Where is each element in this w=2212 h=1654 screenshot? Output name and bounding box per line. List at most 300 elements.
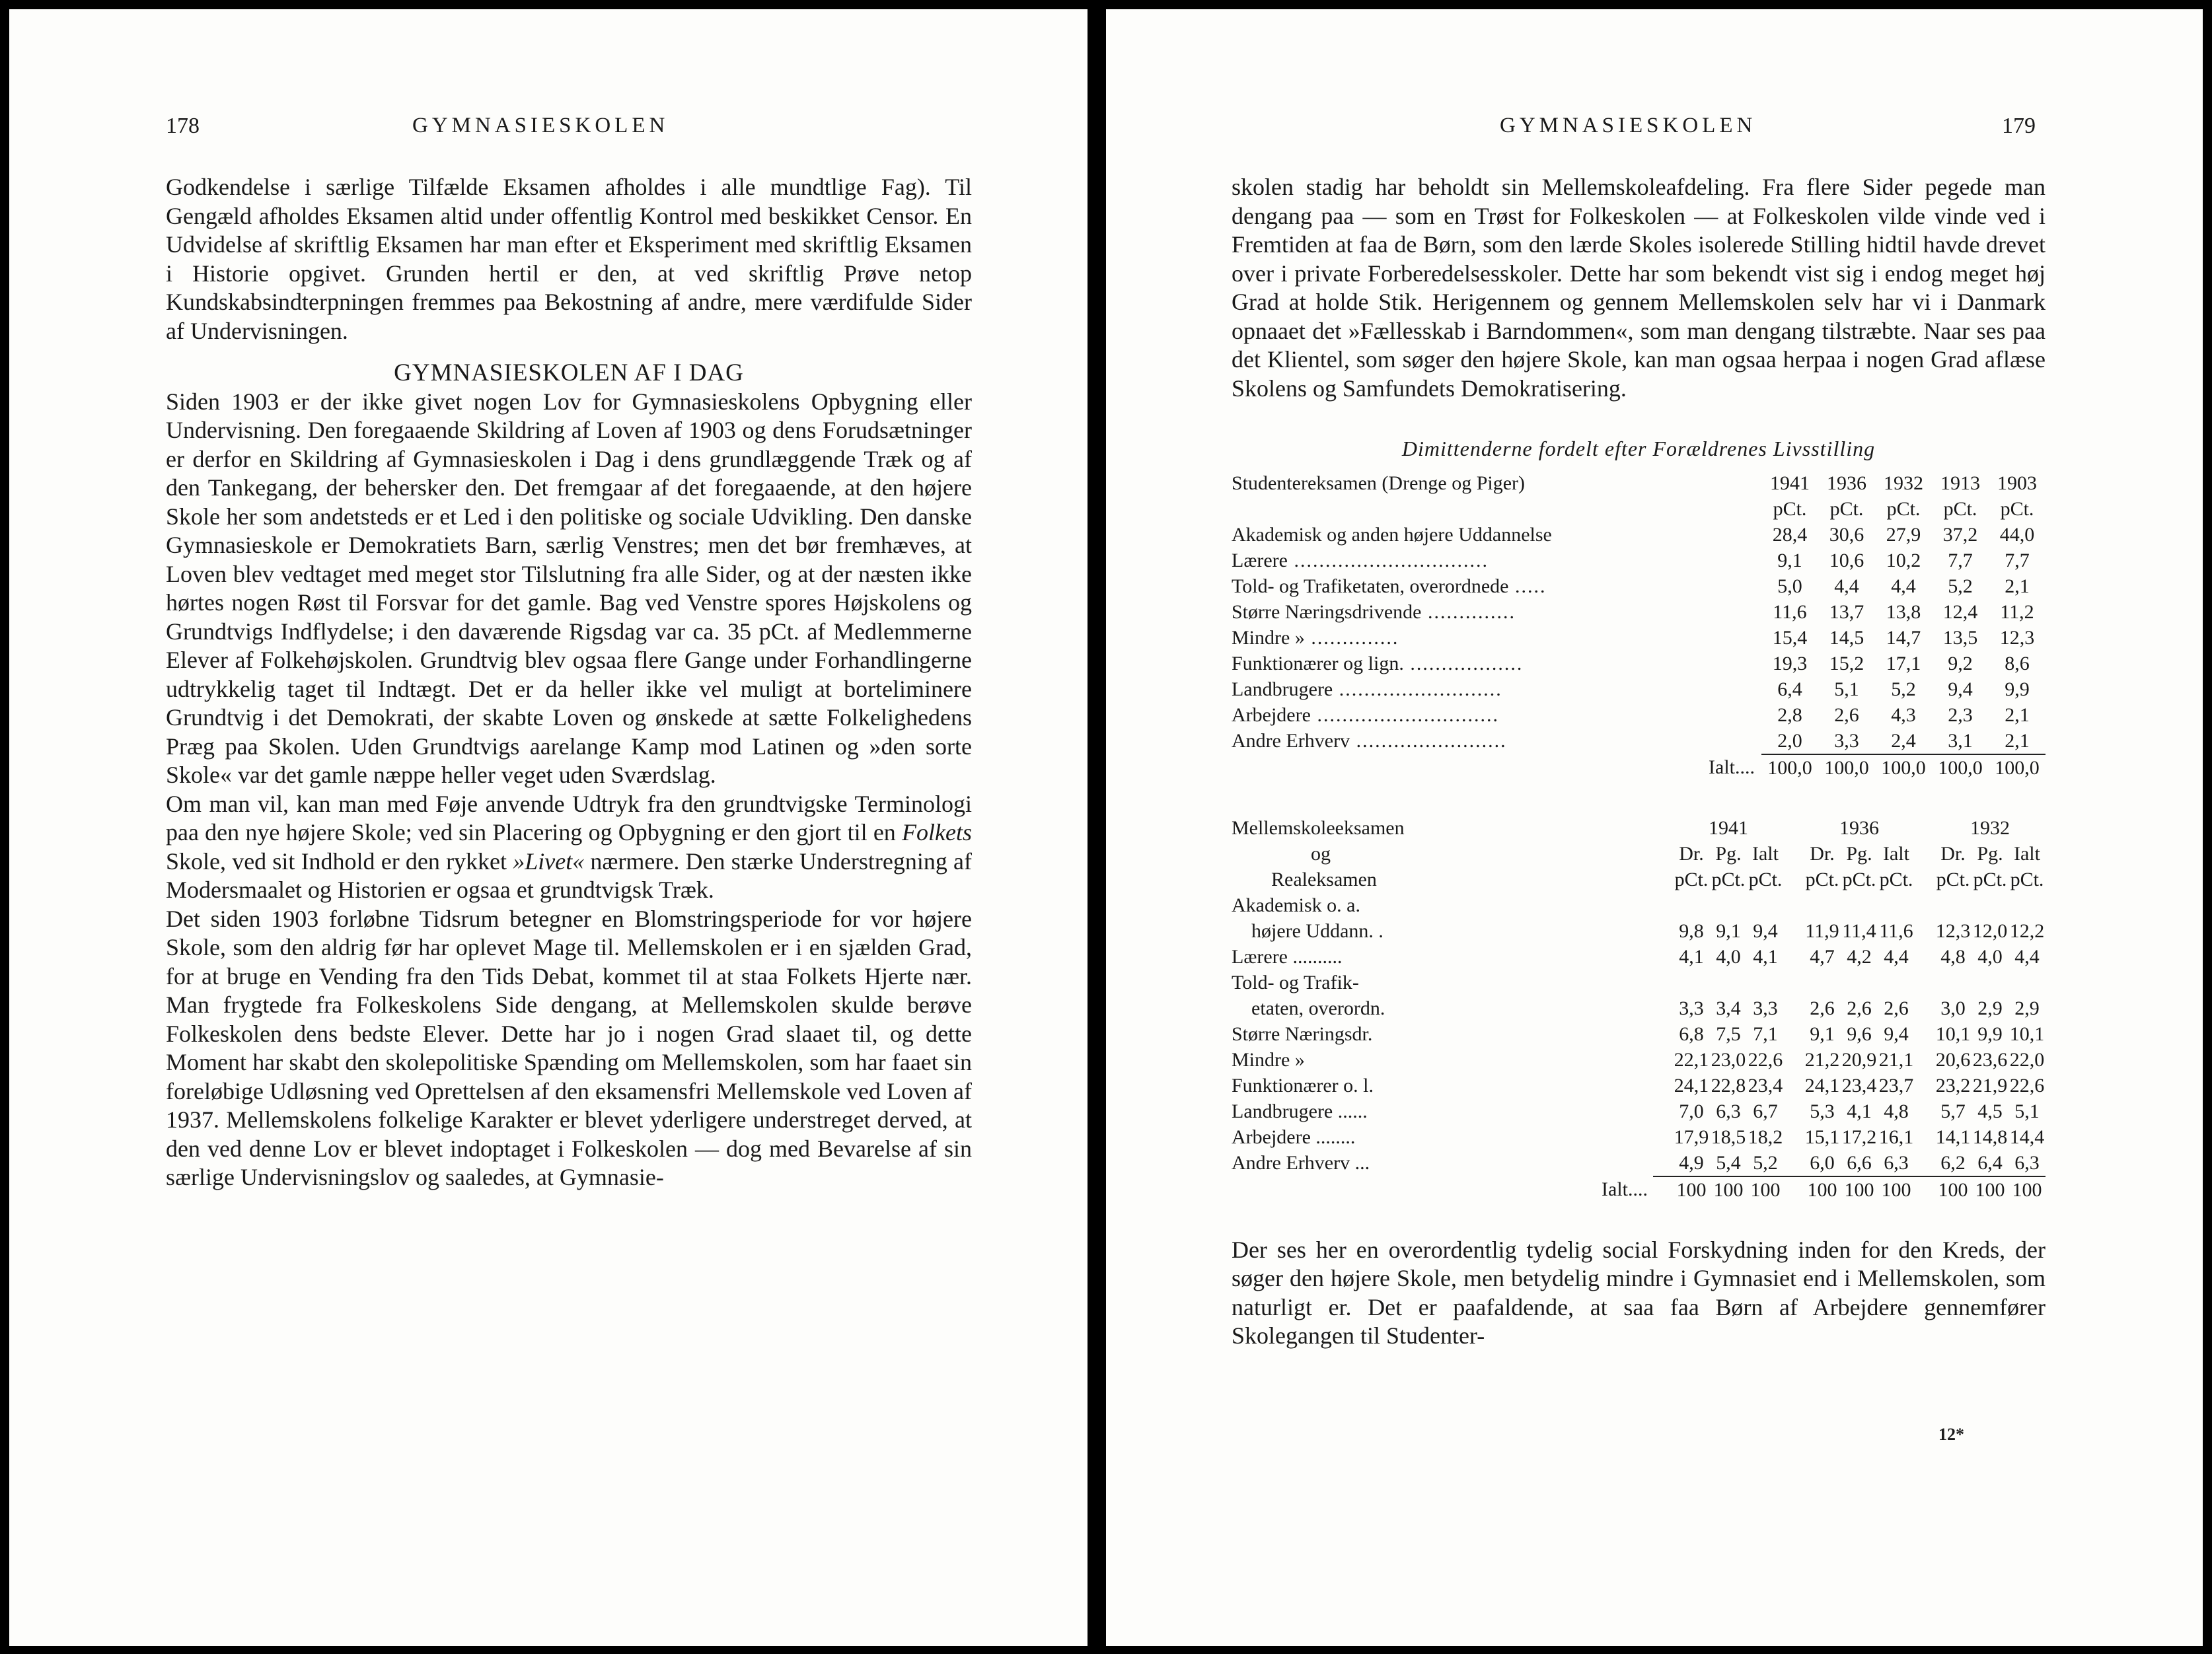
row-label: Større Næringsdr. (1232, 1023, 1373, 1045)
table-cell: 2,6 (1884, 997, 1909, 1019)
total-cell: 100 (1710, 1176, 1747, 1203)
table-cell (1935, 892, 1972, 918)
table-cell: 3,1 (1948, 729, 1973, 752)
spacer-cell (1653, 918, 1673, 944)
table-cell: 15,2 (1829, 652, 1864, 674)
table-cell: 9,4 (1884, 1023, 1909, 1045)
total-cell: 100,0 (1761, 754, 1818, 781)
unit-header: pCt. (1805, 868, 1839, 890)
unit-header: pCt. (1674, 868, 1709, 890)
table-cell: 7,5 (1716, 1023, 1741, 1045)
table-cell: 7,7 (2005, 549, 2030, 571)
row-label-cell (1232, 728, 1761, 754)
table-cell (1673, 892, 1710, 918)
table-row (1232, 651, 2046, 676)
table-cell: 12,3 (1999, 626, 2035, 649)
table-cell: 2,8 (1777, 703, 1802, 726)
subcol-header: Ialt (1883, 842, 1909, 865)
table-row (1232, 918, 2046, 944)
table-cell: 11,4 (1842, 919, 1876, 942)
spacer-cell (1784, 815, 1804, 841)
table-total-row (1232, 754, 2046, 781)
table-cell (1878, 970, 1915, 995)
leader-dots: .............. (1304, 626, 1399, 649)
table-cell (1710, 892, 1747, 918)
paragraph: Der ses her en overordentlig tydelig social Forskydning inden for den Kreds, der søger den højere Skole, men betydelig mindre i Gymnasiet end i Mellemskolen, som naturligt er. Det er paafaldende, at saa faa Børn af Arbejdere gennemfører Skolegangen til Studenter- (1232, 1236, 2046, 1349)
table-cell (1747, 892, 1784, 918)
spacer-cell (1915, 944, 1935, 970)
spacer-cell (1915, 815, 1935, 841)
spacer-cell (1784, 1124, 1804, 1150)
spacer-cell (1784, 1047, 1804, 1073)
left-body-text (166, 173, 972, 1192)
table-cell: 5,4 (1716, 1151, 1741, 1174)
spacer-cell (1915, 841, 1935, 867)
table-cell: 24,1 (1674, 1074, 1709, 1097)
spacer-cell (1784, 1098, 1804, 1124)
spacer-cell (1915, 918, 1935, 944)
table-middle-school-exam (1232, 815, 2046, 1203)
row-label: Funktionærer og lign. (1232, 652, 1404, 674)
table-cell: 3,0 (1940, 997, 1966, 1019)
table-cell: 2,6 (1847, 997, 1872, 1019)
table-cell: 4,5 (1977, 1100, 2003, 1122)
table-cell: 14,5 (1829, 626, 1864, 649)
unit-header: pCt. (1748, 868, 1783, 890)
total-cell: 100,0 (1932, 754, 1989, 781)
table-cell: 2,0 (1777, 729, 1802, 752)
page-number: 179 (2002, 114, 2036, 138)
table-cell (1972, 892, 2009, 918)
table-cell: 9,6 (1847, 1023, 1872, 1045)
table-row (1232, 944, 2046, 970)
table-cell: 6,0 (1810, 1151, 1835, 1174)
table-cell: 5,1 (1834, 678, 1859, 700)
subcol-header: Dr. (1810, 842, 1835, 865)
year-header: 1941 (1770, 472, 1810, 494)
unit-header: pCt. (1973, 868, 2007, 890)
table-cell: 5,3 (1810, 1100, 1835, 1122)
unit-header: pCt. (1943, 497, 1977, 520)
spacer-cell (1653, 944, 1673, 970)
spacer-cell (1653, 1150, 1673, 1176)
table-row (1232, 1150, 2046, 1176)
spacer-cell (1784, 841, 1804, 867)
table-cell: 23,0 (1711, 1048, 1746, 1071)
subcol-header: Dr. (1679, 842, 1704, 865)
row-label: etaten, overordn. (1251, 997, 1385, 1019)
table-cell (1972, 970, 2009, 995)
spacer-cell (1915, 1150, 1935, 1176)
year-header: 1936 (1827, 472, 1866, 494)
table-cell: 17,1 (1886, 652, 1921, 674)
table-row (1232, 625, 2046, 651)
spacer-cell (1915, 867, 1935, 892)
table-cell (1232, 496, 1761, 522)
table-cell (1673, 970, 1710, 995)
table-cell: 2,1 (2005, 575, 2030, 597)
table-caption: Dimittenderne fordelt efter Forældrenes Livsstilling (1401, 437, 1876, 460)
leader-dots: .................. (1403, 652, 1524, 674)
table-cell: 10,1 (1935, 1023, 1971, 1045)
table-cell: 4,0 (1977, 945, 2003, 968)
table-row (1232, 522, 2046, 548)
table-header-label: Realeksamen (1271, 868, 1377, 890)
spacer-cell (1784, 918, 1804, 944)
spacer-cell (1915, 1021, 1935, 1047)
table-cell: 37,2 (1942, 523, 1978, 546)
spacer-cell (1915, 1124, 1935, 1150)
total-label: Ialt.... (1602, 1178, 1648, 1200)
row-label: Mindre » (1232, 626, 1305, 649)
total-cell: 100 (1935, 1176, 1972, 1203)
table-cell: 23,7 (1878, 1074, 1914, 1097)
table-cell: 18,2 (1748, 1126, 1783, 1148)
table-cell: 17,2 (1841, 1126, 1877, 1148)
spacer-cell (1653, 1098, 1673, 1124)
leader-dots: .............. (1421, 600, 1516, 623)
table-cell: 9,4 (1753, 919, 1778, 942)
table-cell (1878, 892, 1915, 918)
unit-header: pCt. (1773, 497, 1807, 520)
spacer-cell (1653, 1176, 1673, 1203)
table-cell: 4,8 (1884, 1100, 1909, 1122)
table-cell: 19,3 (1772, 652, 1808, 674)
table-row (1232, 573, 2046, 599)
table-row (1232, 728, 2046, 754)
row-label-cell (1232, 702, 1761, 728)
section-heading: GYMNASIESKOLEN AF I DAG (394, 359, 744, 386)
table-cell: 4,4 (1884, 945, 1909, 968)
table-cell: 13,7 (1829, 600, 1864, 623)
year-header: 1932 (1884, 472, 1923, 494)
row-label: højere Uddann. . (1251, 919, 1383, 942)
table-cell: 4,3 (1891, 703, 1916, 726)
table-row (1232, 1021, 2046, 1047)
total-cell: 100 (1673, 1176, 1710, 1203)
row-label: Andre Erhverv (1232, 730, 1350, 752)
table-total-row (1232, 1176, 2046, 1203)
spacer-cell (1653, 1124, 1673, 1150)
table-cell: 9,9 (2005, 678, 2030, 700)
row-label: Større Næringsdrivende (1232, 600, 1422, 623)
subcol-header: Pg. (1715, 842, 1742, 865)
spacer-cell (1915, 1073, 1935, 1098)
table-cell: 24,1 (1804, 1074, 1840, 1097)
table-cell: 21,9 (1972, 1074, 2008, 1097)
table-cell: 2,9 (2014, 997, 2040, 1019)
table-cell: 22,6 (1748, 1048, 1783, 1071)
table-row (1232, 1124, 2046, 1150)
table-cell: 6,3 (1884, 1151, 1909, 1174)
total-cell: 100,0 (1875, 754, 1932, 781)
row-label: Akademisk o. a. (1232, 894, 1360, 916)
table-cell: 6,2 (1940, 1151, 1966, 1174)
signature-mark: 12* (1938, 1425, 1964, 1444)
table-row (1232, 892, 2046, 918)
table-header-label: og (1311, 842, 1331, 865)
spacer-cell (1653, 867, 1673, 892)
table-cell: 6,7 (1753, 1100, 1778, 1122)
spacer-cell (1653, 815, 1673, 841)
table-cell: 2,1 (2005, 729, 2030, 752)
table-cell: 22,0 (2009, 1048, 2045, 1071)
table-cell: 2,9 (1977, 997, 2003, 1019)
total-cell: 100 (1747, 1176, 1784, 1203)
table-cell: 6,3 (2014, 1151, 2040, 1174)
table-cell: 22,6 (2009, 1074, 2045, 1097)
subcol-header: Pg. (1846, 842, 1872, 865)
table-header-row (1232, 841, 2046, 867)
leader-dots: ........................ (1350, 730, 1507, 752)
paragraph: Siden 1903 er der ikke givet nogen Lov for Gymnasieskolens Opbygning eller Undervisning. Den foregaaende Skildring af Loven af 1903 og dens Forudsætninger er derfor en Skildring af Gymnasieskolen i Dag i dens grundlæggende Træk og af den Tankegang, der behersker den. Det fremgaar af det foregaaende, at den højere Skole her som andetsteds er et Led i den politiske og sociale Udvikling. Den danske Gymnasieskole er Demokratiets Barn, særlig Venstres; men det bør fremhæves, at Loven blev vedtaget med meget stor Tilslutning fra alle Sider, og at der næsten ikke hørtes nogen Røst til Forsvar for det gamle. Bag ved Venstre spores Højskolens og Grundtvigs Indflydelse; i den daværende Rigsdag var ca. 35 pCt. af Medlemmerne Elever af Folkehøjskolen. Grundtvig blev ogsaa flere Gange under Forhandlingerne udtrykkelig taget til Indtægt. Det er da heller ikke vel muligt at borteliminere Grundtvig i det Demokrati, der skabte Loven og ønskede at sætte Folkelighedens Præg paa Skolen. Uden Grundtvigs aarelange Kamp mod Latinen og »den sorte Skole« var det gamle næppe heller veget uden Sværdslag. (166, 388, 972, 788)
page-number: 178 (166, 114, 200, 138)
table-cell: 22,8 (1711, 1074, 1746, 1097)
unit-header: pCt. (1936, 868, 1970, 890)
table-row (1232, 995, 2046, 1021)
emphasis: Folkets (902, 819, 972, 845)
spacer-cell (1784, 1176, 1804, 1203)
unit-header: pCt. (1842, 868, 1876, 890)
total-cell: 100 (1878, 1176, 1915, 1203)
table-cell (1841, 892, 1878, 918)
table-cell: 11,9 (1805, 919, 1839, 942)
table-cell: 10,1 (2009, 1023, 2045, 1045)
table-cell: 9,1 (1716, 919, 1741, 942)
spacer-cell (1915, 1098, 1935, 1124)
table-cell: 4,1 (1753, 945, 1778, 968)
table-cell: 23,4 (1748, 1074, 1783, 1097)
spacer-cell (1653, 970, 1673, 995)
table-cell: 9,4 (1948, 678, 1973, 700)
year-header: 1941 (1709, 816, 1748, 839)
table-cell: 9,9 (1977, 1023, 2003, 1045)
table-cell: 11,2 (2000, 600, 2034, 623)
spacer-cell (1915, 970, 1935, 995)
table-cell: 4,1 (1847, 1100, 1872, 1122)
table-cell: 5,2 (1948, 575, 1973, 597)
leader-dots: ..... (1508, 575, 1547, 597)
table-cell: 9,2 (1948, 652, 1973, 674)
spacer-cell (1784, 1150, 1804, 1176)
spacer-cell (1915, 1047, 1935, 1073)
table-cell: 10,2 (1886, 549, 1921, 571)
table-cell: 15,1 (1804, 1126, 1840, 1148)
table-cell: 6,3 (1716, 1100, 1741, 1122)
spacer-cell (1915, 1176, 1935, 1203)
spacer-cell (1784, 995, 1804, 1021)
row-label: Landbrugere ...... (1232, 1100, 1368, 1122)
table-cell: 3,4 (1716, 997, 1741, 1019)
table-cell: 3,3 (1753, 997, 1778, 1019)
table-cell: 4,4 (1834, 575, 1859, 597)
spacer-cell (1784, 867, 1804, 892)
table-row (1232, 1047, 2046, 1073)
table-cell: 14,7 (1886, 626, 1921, 649)
table-cell: 5,0 (1777, 575, 1802, 597)
table-header-row (1232, 867, 2046, 892)
table-cell: 4,2 (1847, 945, 1872, 968)
row-label: Funktionærer o. l. (1232, 1074, 1374, 1097)
table-cell (1804, 892, 1841, 918)
spacer-cell (1653, 892, 1673, 918)
table-cell: 13,8 (1886, 600, 1921, 623)
row-label: Andre Erhverv ... (1232, 1152, 1370, 1174)
unit-header: pCt. (1886, 497, 1921, 520)
table-cell: 9,1 (1777, 549, 1802, 571)
leader-dots: ............................. (1310, 703, 1499, 726)
table-cell: 2,6 (1834, 703, 1859, 726)
table-cell (1935, 970, 1972, 995)
unit-header: pCt. (1879, 868, 1913, 890)
table-cell: 4,9 (1679, 1151, 1704, 1174)
row-label: Told- og Trafik- (1232, 971, 1359, 993)
table-cell: 21,2 (1804, 1048, 1840, 1071)
spacer-cell (1653, 1047, 1673, 1073)
subcol-header: Ialt (1752, 842, 1779, 865)
row-label: Arbejdere ........ (1232, 1126, 1356, 1148)
table-cell (1710, 970, 1747, 995)
spacer-cell (1653, 1021, 1673, 1047)
table-row (1232, 676, 2046, 702)
table-cell: 2,6 (1810, 997, 1835, 1019)
emphasis: »Livet« (513, 847, 585, 875)
row-label-cell (1232, 522, 1761, 548)
row-label-cell (1232, 548, 1761, 573)
table-cell: 18,5 (1711, 1126, 1746, 1148)
spacer-cell (1784, 944, 1804, 970)
table-cell: 7,0 (1679, 1100, 1704, 1122)
row-label-cell (1232, 625, 1761, 651)
table-cell: 4,1 (1679, 945, 1704, 968)
table-cell: 4,4 (2014, 945, 2040, 968)
table-header-label: Studentereksamen (Drenge og Piger) (1232, 472, 1526, 494)
spacer-cell (1784, 970, 1804, 995)
row-label: Arbejdere (1232, 703, 1311, 726)
subcol-header: Dr. (1940, 842, 1966, 865)
table-cell: 14,8 (1972, 1126, 2008, 1148)
table-row (1232, 1098, 2046, 1124)
table-cell: 8,6 (2005, 652, 2030, 674)
table-cell: 4,8 (1940, 945, 1966, 968)
table-cell: 30,6 (1829, 523, 1864, 546)
total-cell: 100 (1804, 1176, 1841, 1203)
table-cell: 11,6 (1773, 600, 1807, 623)
table-cell: 15,4 (1772, 626, 1808, 649)
table-cell: 2,3 (1948, 703, 1973, 726)
subcol-header: Pg. (1977, 842, 2003, 865)
table-row (1232, 599, 2046, 625)
table-cell: 6,4 (1777, 678, 1802, 700)
table-cell: 3,3 (1834, 729, 1859, 752)
table-unit-row (1232, 496, 2046, 522)
table-row (1232, 548, 2046, 573)
table-cell: 23,6 (1972, 1048, 2008, 1071)
unit-header: pCt. (2000, 497, 2034, 520)
row-label: Lærere (1232, 549, 1288, 571)
row-label: Told- og Trafiketaten, overordnede (1232, 575, 1509, 597)
paragraph: Det siden 1903 forløbne Tidsrum betegner en Blomstringsperiode for vor højere Skole, som den aldrig før har oplevet Mage til. Mellemskolen er i en sjælden Grad, for at bruge en Vending fra den Tids Debat, kommet til at staa Folkets Hjerte nær. Man frygtede fra Folkeskolens Side dengang, at Mellemskolen skulde berøve Folkeskolen dens bedste Elever. Dette har jo i nogen Grad slaaet til, og dette Moment har skabt den skolepolitiske Spænding om Mellemskolen, som har faaet sin foreløbige Udløsning ved Oprettelsen af den eksamensfri Mellemskole ved Loven af 1937. Mellemskolens folkelige Karakter er blevet yderligere understreget derved, at den ved denne Lov er blevet indoptaget i Folkeskolen — dog med Bevarelse af sin særlige Undervisningslov og saaledes, at Gymnasie- (166, 905, 972, 1190)
table-cell: 27,9 (1886, 523, 1921, 546)
table-cell: 6,4 (1977, 1151, 2003, 1174)
table-cell: 23,4 (1841, 1074, 1877, 1097)
year-header: 1936 (1839, 816, 1879, 839)
table-row (1232, 1073, 2046, 1098)
table-cell: 3,3 (1679, 997, 1704, 1019)
table-cell: 4,4 (1891, 575, 1916, 597)
table-cell: 44,0 (1999, 523, 2035, 546)
table-cell: 28,4 (1772, 523, 1808, 546)
row-label-cell (1232, 599, 1761, 625)
table-header-label: Mellemskoleeksamen (1232, 816, 1405, 839)
row-label: Lærere .......... (1232, 945, 1343, 968)
table-cell: 16,1 (1878, 1126, 1914, 1148)
table-cell: 13,5 (1942, 626, 1978, 649)
leader-dots: .......................... (1333, 678, 1502, 700)
table-row (1232, 970, 2046, 995)
table-cell: 6,6 (1847, 1151, 1872, 1174)
table-cell: 12,2 (2009, 919, 2045, 942)
paragraph: skolen stadig har beholdt sin Mellemskoleafdeling. Fra flere Sider pegede man dengang paa — som en Trøst for Folkeskolen — at Folkeskolen vilde vinde ved i Fremtiden at faa de Børn, som den lærde Skoles isolerede Stilling hidtil havde drevet over i private Forberedelsesskoler. Dette har som bekendt vist sig i endog meget høj Grad at holde Stik. Herigennem og gennem Mellemskolen selv har vi i Danmark opnaaet det »Fællesskab i Barndommen«, som man dengang tilstræbte. Naar ses paa det Klientel, som søger den højere Skole, kan man ogsaa herpaa i nogen Grad aflæse Skolens og Samfundets Demokratisering. (1232, 174, 2046, 402)
spacer-cell (1784, 1021, 1804, 1047)
table-cell: 14,1 (1935, 1126, 1971, 1148)
table-cell: 5,7 (1940, 1100, 1966, 1122)
table-cell: 20,6 (1935, 1048, 1971, 1071)
table-row (1232, 702, 2046, 728)
table-cell (1804, 970, 1841, 995)
subcol-header: Ialt (2014, 842, 2040, 865)
unit-header: pCt. (1711, 868, 1746, 890)
table-cell: 2,4 (1891, 729, 1916, 752)
table-cell: 22,1 (1674, 1048, 1709, 1071)
total-label: Ialt.... (1709, 756, 1755, 778)
year-header: 1932 (1970, 816, 2010, 839)
table-cell: 5,1 (2014, 1100, 2040, 1122)
row-label-cell (1232, 651, 1761, 676)
running-head: GYMNASIESKOLEN (1500, 114, 1757, 137)
left-page (9, 9, 1088, 1646)
table-cell: 7,7 (1948, 549, 1973, 571)
table-cell: 14,4 (2009, 1126, 2045, 1148)
table-cell: 4,7 (1810, 945, 1835, 968)
table-cell: 10,6 (1829, 549, 1864, 571)
paragraph: Om man vil, kan man med Føje anvende Udtryk fra den grundtvigske Terminologi paa den nye højere Skole; ved sin Placering og Opbygning er den gjort til en Folkets Skole, ved sit Indhold er den rykket »Livet« nærmere. Den stærke Understregning af Modersmaalet og Historien er ogsaa et grundtvigsk Træk. (166, 790, 972, 903)
table-cell: 11,6 (1879, 919, 1913, 942)
right-body-text (1232, 173, 2046, 1351)
row-label: Akademisk og anden højere Uddannelse (1232, 523, 1552, 546)
spacer-cell (1653, 1073, 1673, 1098)
spacer-cell (1784, 1073, 1804, 1098)
table-cell: 2,1 (2005, 703, 2030, 726)
table-cell: 23,2 (1935, 1074, 1971, 1097)
table-cell: 7,1 (1753, 1023, 1778, 1045)
total-cell: 100 (1841, 1176, 1878, 1203)
table-cell (2009, 970, 2046, 995)
spacer-cell (1915, 995, 1935, 1021)
row-label-cell (1232, 573, 1761, 599)
table-cell: 5,2 (1753, 1151, 1778, 1174)
unit-header: pCt. (1829, 497, 1864, 520)
total-cell: 100,0 (1989, 754, 2046, 781)
table-cell: 5,2 (1891, 678, 1916, 700)
table-cell (2009, 892, 2046, 918)
leader-dots: ............................... (1287, 549, 1489, 571)
table-cell: 6,8 (1679, 1023, 1704, 1045)
spacer-cell (1915, 892, 1935, 918)
unit-header: pCt. (2010, 868, 2044, 890)
total-cell: 100,0 (1818, 754, 1875, 781)
table-cell (1747, 970, 1784, 995)
